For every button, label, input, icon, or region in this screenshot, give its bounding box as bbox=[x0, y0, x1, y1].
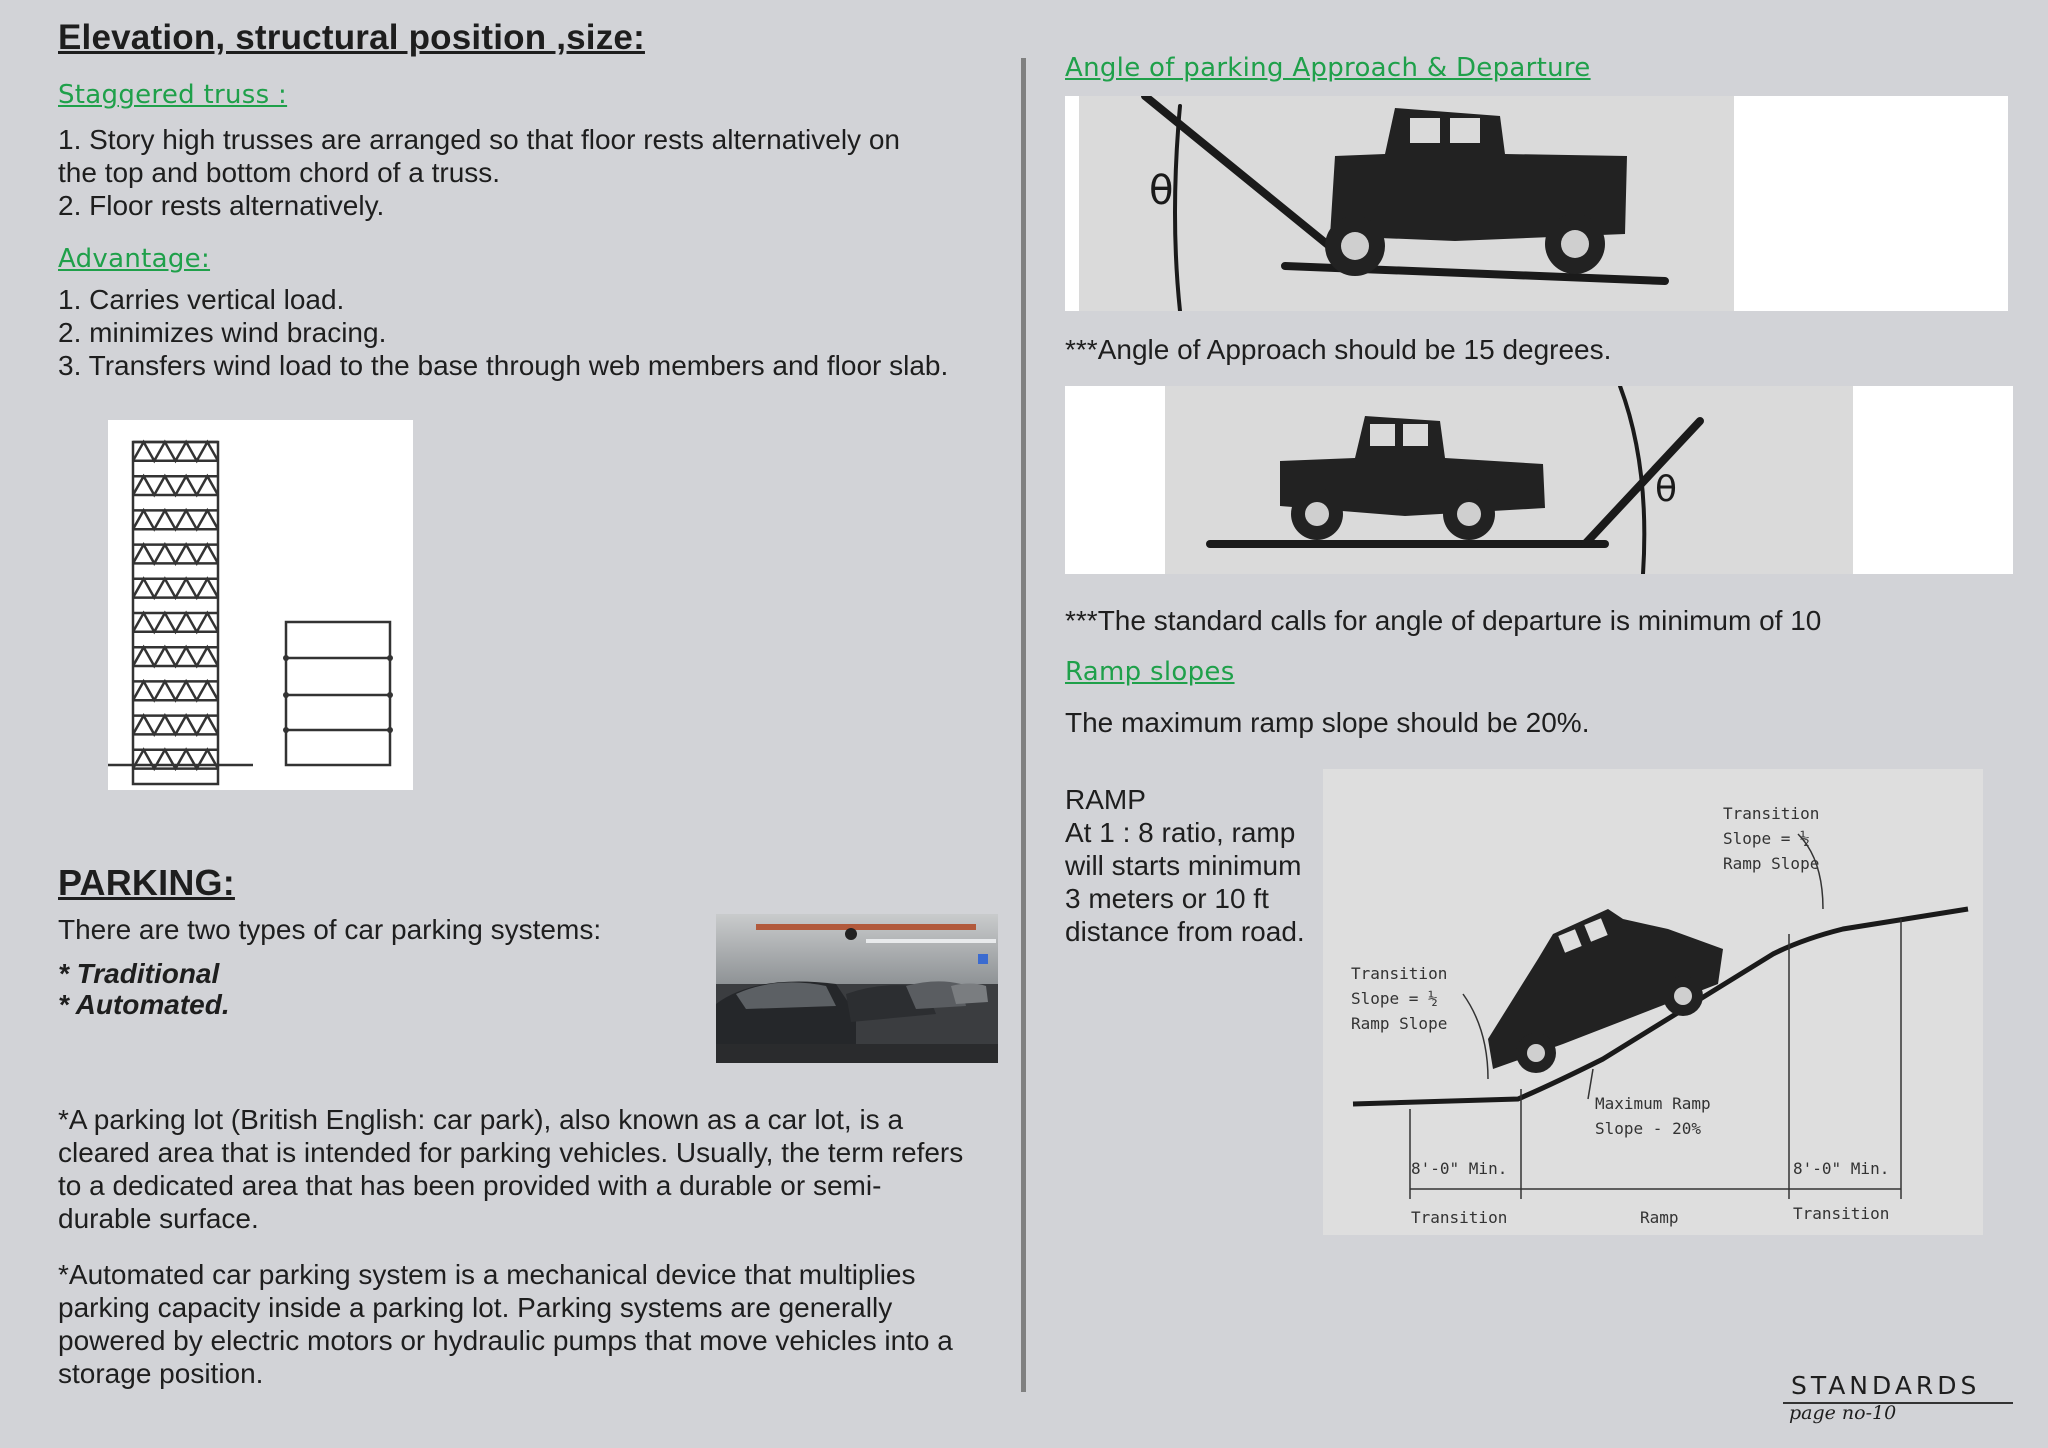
parking-photo bbox=[716, 914, 998, 1063]
parking-garage-image bbox=[716, 914, 998, 1063]
text-line: to a dedicated area that has been provided with a durable or semi- bbox=[58, 1170, 882, 1201]
parking-lot-paragraph bbox=[58, 1103, 963, 1235]
text-line: 3 meters or 10 ft bbox=[1065, 883, 1269, 914]
departure-angle-figure bbox=[1065, 386, 2013, 574]
max-slope-label: Maximum Ramp bbox=[1595, 1094, 1711, 1113]
approach-angle-figure bbox=[1065, 96, 2008, 311]
transition-left-label: Ramp Slope bbox=[1351, 1014, 1448, 1033]
theta-label: θ bbox=[1149, 168, 1174, 214]
staggered-truss-figure bbox=[108, 420, 413, 790]
dimension-label: 8'-0" Min. bbox=[1793, 1159, 1890, 1178]
footer-stamp bbox=[1783, 1371, 2013, 1424]
parking-intro: There are two types of car parking systems: bbox=[58, 914, 602, 945]
text-line: RAMP bbox=[1065, 784, 1146, 815]
transition-top-label: Slope = ½ bbox=[1723, 829, 1810, 848]
list-item: 3. Transfers wind load to the base through web members and floor slab. bbox=[58, 350, 949, 381]
ramp-diagram-figure bbox=[1323, 769, 1983, 1235]
text-line: 1. Story high trusses are arranged so that floor rests alternatively on bbox=[58, 124, 900, 155]
dimension-label: 8'-0" Min. bbox=[1411, 1159, 1508, 1178]
text-line: powered by electric motors or hydraulic pumps that move vehicles into a bbox=[58, 1325, 953, 1356]
transition-left-label: Transition bbox=[1351, 964, 1448, 983]
max-slope-label: Slope - 20% bbox=[1595, 1119, 1701, 1138]
list-item: 2. minimizes wind bracing. bbox=[58, 317, 387, 348]
advantage-list bbox=[58, 283, 948, 382]
approach-diagram bbox=[1065, 96, 2008, 311]
ramp-slopes-heading: Ramp slopes bbox=[1065, 657, 1235, 687]
theta-label: θ bbox=[1655, 469, 1678, 510]
list-item: 1. Carries vertical load. bbox=[58, 284, 345, 315]
text-line: distance from road. bbox=[1065, 916, 1305, 947]
transition-left-label: Slope = ½ bbox=[1351, 989, 1438, 1008]
ramp-max-text: The maximum ramp slope should be 20%. bbox=[1065, 707, 1590, 738]
approach-note: ***Angle of Approach should be 15 degrees. bbox=[1065, 334, 1612, 365]
segment-label: Transition bbox=[1411, 1208, 1508, 1227]
ramp-section-diagram bbox=[1323, 769, 1983, 1235]
footer-title: STANDARDS bbox=[1791, 1371, 1981, 1400]
departure-note: ***The standard calls for angle of departure is minimum of 10 bbox=[1065, 605, 1822, 636]
text-line: At 1 : 8 ratio, ramp bbox=[1065, 817, 1296, 848]
text-line: durable surface. bbox=[58, 1203, 259, 1234]
automated-paragraph bbox=[58, 1258, 953, 1390]
transition-top-label: Transition bbox=[1723, 804, 1820, 823]
staggered-truss-text bbox=[58, 123, 900, 222]
text-line: will starts minimum bbox=[1065, 850, 1302, 881]
parking-types bbox=[58, 958, 230, 1020]
parking-title: PARKING: bbox=[58, 862, 235, 903]
text-line: parking capacity inside a parking lot. Parking systems are generally bbox=[58, 1292, 893, 1323]
list-item: * Traditional bbox=[58, 958, 220, 989]
footer-page-number: page no-10 bbox=[1789, 1402, 1897, 1424]
text-line: 2. Floor rests alternatively. bbox=[58, 190, 385, 221]
list-item: * Automated. bbox=[58, 989, 230, 1020]
advantage-heading: Advantage: bbox=[58, 244, 211, 274]
text-line: the top and bottom chord of a truss. bbox=[58, 157, 501, 188]
departure-diagram bbox=[1065, 386, 2013, 574]
segment-label: Ramp bbox=[1640, 1208, 1679, 1227]
staggered-truss-heading: Staggered truss : bbox=[58, 80, 288, 110]
text-line: *A parking lot (British English: car park), also known as a car lot, is a bbox=[58, 1104, 904, 1135]
ramp-description bbox=[1065, 783, 1305, 948]
text-line: *Automated car parking system is a mechanical device that multiplies bbox=[58, 1259, 916, 1290]
column-divider bbox=[1021, 58, 1026, 1392]
truss-diagram bbox=[108, 420, 413, 790]
transition-top-label: Ramp Slope bbox=[1723, 854, 1820, 873]
text-line: storage position. bbox=[58, 1358, 264, 1389]
angle-heading: Angle of parking Approach & Departure bbox=[1065, 53, 1591, 83]
text-line: cleared area that is intended for parking vehicles. Usually, the term refers bbox=[58, 1137, 964, 1168]
segment-label: Transition bbox=[1793, 1204, 1890, 1223]
page-title: Elevation, structural position ,size: bbox=[58, 18, 645, 57]
